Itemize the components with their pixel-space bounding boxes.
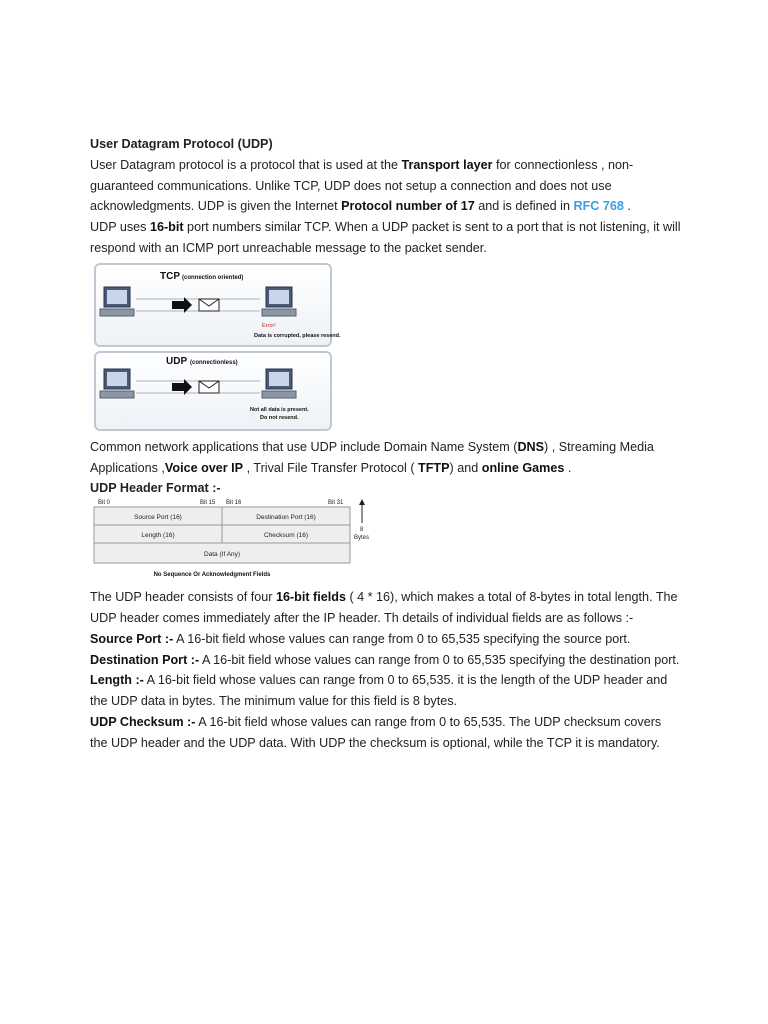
p1-text-a: User Datagram protocol is a protocol that is used at the: [90, 157, 402, 172]
p3-text-e: , Trival File Transfer Protocol (: [243, 460, 419, 475]
computer-icon: [100, 287, 134, 316]
header-description-paragraph: [90, 587, 682, 629]
bytes-number: 8: [360, 527, 364, 534]
udp-header-figure: [90, 500, 374, 585]
document-body: [90, 134, 682, 754]
p2-text-c: port numbers similar TCP. When a UDP packet is sent to a port that is not listening, it will respond with an ICMP port unreachable message to the packet sender.: [90, 220, 681, 255]
udp-sub-label: (connectionless): [190, 359, 238, 366]
source-port-cell: Source Port (16): [134, 514, 182, 522]
computer-icon: [100, 369, 134, 398]
p3-text-i: .: [564, 460, 572, 475]
page-title: User Datagram Protocol (UDP): [90, 137, 273, 151]
applications-paragraph: [90, 437, 682, 479]
computer-icon: [262, 369, 296, 398]
p3-text-g: ) and: [449, 460, 482, 475]
intro-paragraph: [90, 155, 682, 217]
arrowhead-icon: [359, 499, 365, 505]
p1-text-f: .: [623, 199, 631, 214]
field-label: Length :-: [90, 673, 144, 688]
udp-note-2: Do not resend.: [260, 414, 299, 421]
field-length: [90, 670, 682, 712]
p4-bold-16bit-fields: 16-bit fields: [275, 590, 346, 605]
field-label: Source Port :-: [90, 631, 174, 646]
tcp-diagram-svg: [96, 265, 341, 345]
field-text: A 16-bit field whose values can range from 0 to 65,535. The UDP checksum covers the UDP header and the UDP data. With UDP the checksum is optional, while the TCP it is mandatory.: [90, 714, 662, 750]
tcp-error-label: Error!: [262, 322, 276, 329]
field-destination-port: [90, 650, 682, 671]
p3-bold-tftp: TFTP: [418, 460, 450, 475]
field-label: Destination Port :-: [90, 652, 200, 667]
field-label: UDP Checksum :-: [90, 714, 196, 729]
p2-text-a: UDP uses: [90, 220, 150, 235]
destination-port-cell: Destination Port (16): [256, 514, 316, 522]
p2-bold-16bit: 16-bit: [149, 220, 184, 235]
udp-note-1: Not all data is present.: [250, 406, 309, 413]
tcp-udp-figure: [90, 263, 682, 431]
p1-text-c: for connectionless , non-guaranteed communications. Unlike TCP, UDP does not setup a connection and does not use acknowledgments. UDP is given the Internet: [90, 157, 634, 214]
field-text: A 16-bit field whose values can range from 0 to 65,535. it is the length of the UDP header and the UDP data in bytes. The minimum value for this field is 8 bytes.: [90, 673, 668, 709]
p1-bold-transport: Transport layer: [401, 157, 493, 172]
envelope-icon: [199, 381, 219, 393]
tcp-sub-label: (connection oriented): [182, 274, 244, 281]
tcp-diagram: [94, 263, 341, 347]
length-cell: Length (16): [141, 532, 175, 540]
field-text: A 16-bit field whose values can range from 0 to 65,535 specifying the destination port.: [199, 652, 680, 667]
rfc-768-link[interactable]: RFC 768: [573, 199, 624, 214]
p4-text-c: ( 4 * 16), which makes a total of 8-bytes in total length. The UDP header comes immediately after the IP header. Th details of individual fields are as follows :-: [90, 590, 678, 625]
tcp-label: TCP: [160, 270, 180, 282]
udp-header-svg: [90, 497, 374, 579]
p3-bold-games: online Games: [481, 460, 565, 475]
checksum-cell: Checksum (16): [263, 532, 309, 540]
tcp-note: Data is corrupted, please resend.: [254, 332, 341, 339]
field-text: A 16-bit field whose values can range from 0 to 65,535 specifying the source port.: [173, 631, 631, 646]
bytes-label: Bytes: [354, 535, 370, 542]
data-cell: Data (If Any): [203, 551, 241, 559]
p3-bold-voip: Voice over IP: [164, 460, 244, 475]
bit-0-label: Bit 0: [98, 500, 111, 507]
bit-31-label: Bit 31: [328, 500, 344, 507]
computer-icon: [262, 287, 296, 316]
header-format-title: UDP Header Format :-: [90, 481, 221, 496]
udp-diagram-svg: [96, 353, 330, 429]
p1-text-e: and is defined in: [474, 199, 574, 214]
p4-text-a: The UDP header consists of four: [90, 590, 276, 605]
p1-bold-protocol: Protocol number of 17: [341, 199, 475, 214]
field-checksum: [90, 712, 682, 754]
header-figure-caption: No Sequence Or Acknowledgment Fields: [153, 572, 271, 579]
p3-text-a: Common network applications that use UDP include Domain Name System (: [90, 439, 518, 454]
udp-label: UDP: [166, 355, 188, 367]
udp-diagram: [94, 351, 332, 431]
bit-16-label: Bit 16: [226, 500, 242, 507]
bit-15-label: Bit 15: [200, 500, 216, 507]
envelope-icon: [199, 299, 219, 311]
field-source-port: [90, 629, 682, 650]
ports-paragraph: [90, 217, 682, 259]
p3-text-c: ) , Streaming Media Applications ,: [90, 439, 654, 475]
p3-bold-dns: DNS: [517, 439, 545, 454]
